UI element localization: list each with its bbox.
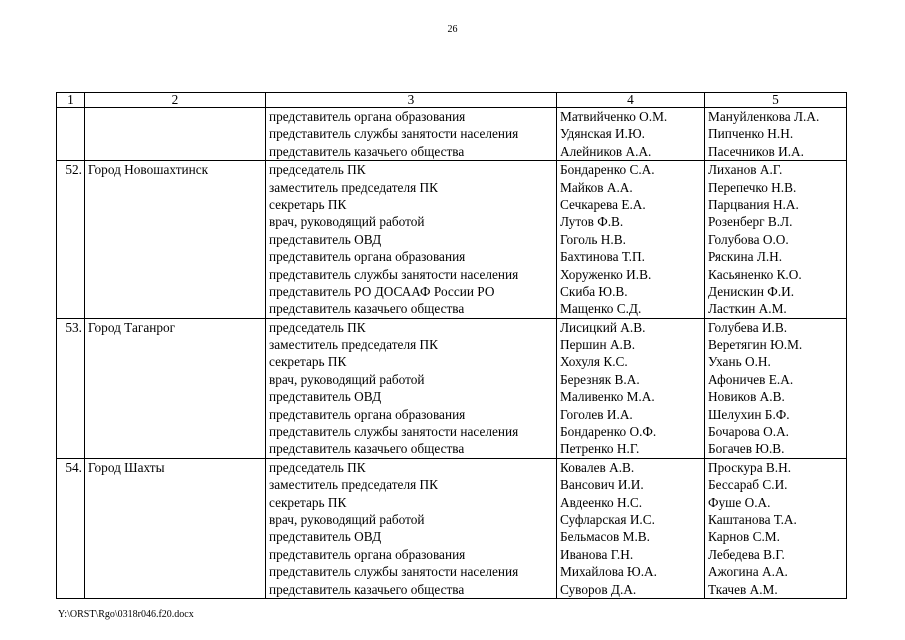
column-header-4: 4 (557, 93, 705, 108)
member-name: Михайлова Ю.А. (560, 564, 657, 580)
member-name: Матвийченко О.М. (560, 109, 668, 124)
roles-cell (266, 318, 557, 458)
role-line: представитель ОВД (269, 389, 382, 405)
member-name: Петренко Н.Г. (560, 441, 640, 457)
member-name: Иванова Г.Н. (560, 546, 634, 562)
role-line: представитель органа образования (269, 546, 466, 562)
reserve-member-name: Парцвания Н.А. (708, 196, 799, 212)
role-line: заместитель председателя ПК (269, 477, 438, 493)
reserve-member-name: Бочарова О.А. (708, 424, 790, 440)
member-name: Авдеенко Н.С. (560, 494, 643, 510)
role-line: представитель службы занятости населения (269, 266, 519, 282)
reserve-member-name: Ткачев А.М. (708, 581, 778, 597)
reserve-member-name: Новиков А.В. (708, 389, 785, 405)
member-name: Бельмасов М.В. (560, 529, 650, 545)
col5-cell (705, 318, 847, 458)
reserve-member-name: Ажогина А.А. (708, 564, 788, 580)
table-header-row (57, 93, 847, 108)
role-line: секретарь ПК (269, 494, 347, 510)
role-line: представитель службы занятости населения (269, 424, 519, 440)
role-line: представитель казачьего общества (269, 301, 465, 317)
reserve-member-name: Ряскина Л.Н. (708, 249, 783, 265)
row-number: 54. (57, 458, 85, 598)
role-line: представитель казачьего общества (269, 143, 465, 159)
reserve-member-name: Ухань О.Н. (708, 354, 771, 370)
table-row (57, 318, 847, 458)
row-number: 53. (57, 318, 85, 458)
member-name: Лутов Ф.В. (560, 214, 624, 230)
role-line: врач, руководящий работой (269, 214, 425, 230)
member-name: Мащенко С.Д. (560, 301, 642, 317)
reserve-member-name: Афоничев Е.А. (708, 371, 794, 387)
reserve-member-name: Пасечников И.А. (708, 143, 804, 159)
reserve-member-name: Проскура В.Н. (708, 459, 792, 475)
column-header-2: 2 (85, 93, 266, 108)
member-name: Бахтинова Т.П. (560, 249, 645, 265)
role-line: представитель службы занятости населения (269, 564, 519, 580)
member-name: Майков А.А. (560, 179, 633, 195)
col4-cell (557, 108, 705, 161)
role-line: представитель службы занятости населения (269, 126, 519, 142)
column-header-1: 1 (57, 93, 85, 108)
column-header-5: 5 (705, 93, 847, 108)
col4-cell (557, 161, 705, 319)
row-number: 52. (57, 161, 85, 319)
reserve-member-name: Перепечко Н.В. (708, 179, 797, 195)
member-name: Березняк В.А. (560, 371, 640, 387)
role-line: представитель казачьего общества (269, 581, 465, 597)
role-line: представитель казачьего общества (269, 441, 465, 457)
member-name: Хоруженко И.В. (560, 266, 652, 282)
member-name: Бондаренко О.Ф. (560, 424, 657, 440)
member-name: Алейников А.А. (560, 143, 652, 159)
commission-table (56, 92, 847, 599)
city-name: Город Таганрог (85, 318, 266, 458)
roles-cell (266, 108, 557, 161)
reserve-member-name: Веретягин Ю.М. (708, 337, 803, 353)
member-name: Суфларская И.С. (560, 511, 655, 527)
member-name: Першин А.В. (560, 337, 636, 353)
reserve-member-name: Каштанова Т.А. (708, 511, 797, 527)
role-line: председатель ПК (269, 319, 366, 335)
col5-cell (705, 458, 847, 598)
member-name: Ковалев А.В. (560, 459, 635, 475)
role-line: врач, руководящий работой (269, 511, 425, 527)
role-line: заместитель председателя ПК (269, 179, 438, 195)
file-path-footer: Y:\ORST\Rgo\0318r046.f20.docx (58, 609, 194, 620)
role-line: врач, руководящий работой (269, 371, 425, 387)
reserve-member-name: Шелухин Б.Ф. (708, 406, 790, 422)
table-body (57, 108, 847, 599)
table-row (57, 108, 847, 161)
role-line: заместитель председателя ПК (269, 337, 438, 353)
table-row (57, 161, 847, 319)
roles-cell (266, 161, 557, 319)
role-line: представитель ОВД (269, 231, 382, 247)
reserve-member-name: Касьяненко К.О. (708, 266, 802, 282)
role-line: председатель ПК (269, 459, 366, 475)
reserve-member-name: Бессараб С.И. (708, 477, 788, 493)
reserve-member-name: Фуше О.А. (708, 494, 771, 510)
member-name: Вансович И.И. (560, 477, 644, 493)
col4-cell (557, 318, 705, 458)
role-line: представитель органа образования (269, 109, 466, 124)
col4-cell (557, 458, 705, 598)
role-line: секретарь ПК (269, 354, 347, 370)
member-name: Гоголев И.А. (560, 406, 633, 422)
reserve-member-name: Пипченко Н.Н. (708, 126, 794, 142)
member-name: Суворов Д.А. (560, 581, 637, 597)
reserve-member-name: Лебедева В.Г. (708, 546, 785, 562)
role-line: председатель ПК (269, 162, 366, 178)
member-name: Хохуля К.С. (560, 354, 628, 370)
col5-cell (705, 108, 847, 161)
city-name: Город Новошахтинск (85, 161, 266, 319)
member-name: Маливенко М.А. (560, 389, 655, 405)
role-line: секретарь ПК (269, 196, 347, 212)
column-header-3: 3 (266, 93, 557, 108)
reserve-member-name: Богачев Ю.В. (708, 441, 785, 457)
reserve-member-name: Мануйленкова Л.А. (708, 109, 820, 124)
page-number: 26 (447, 24, 458, 35)
row-number (57, 108, 85, 161)
reserve-member-name: Розенберг В.Л. (708, 214, 793, 230)
reserve-member-name: Денискин Ф.И. (708, 283, 795, 299)
member-name: Бондаренко С.А. (560, 162, 655, 178)
role-line: представитель ОВД (269, 529, 382, 545)
city-name (85, 108, 266, 161)
role-line: представитель органа образования (269, 406, 466, 422)
reserve-member-name: Ласткин А.М. (708, 301, 787, 317)
role-line: представитель органа образования (269, 249, 466, 265)
member-name: Сечкарева Е.А. (560, 196, 646, 212)
col5-cell (705, 161, 847, 319)
table-row (57, 458, 847, 598)
reserve-member-name: Голубова О.О. (708, 231, 789, 247)
reserve-member-name: Голубева И.В. (708, 319, 788, 335)
member-name: Гоголь Н.В. (560, 231, 626, 247)
member-name: Лисицкий А.В. (560, 319, 646, 335)
member-name: Скиба Ю.В. (560, 283, 628, 299)
roles-cell (266, 458, 557, 598)
reserve-member-name: Карнов С.М. (708, 529, 780, 545)
city-name: Город Шахты (85, 458, 266, 598)
reserve-member-name: Лиханов А.Г. (708, 162, 783, 178)
role-line: представитель РО ДОСААФ России РО (269, 283, 495, 299)
member-name: Удянская И.Ю. (560, 126, 645, 142)
